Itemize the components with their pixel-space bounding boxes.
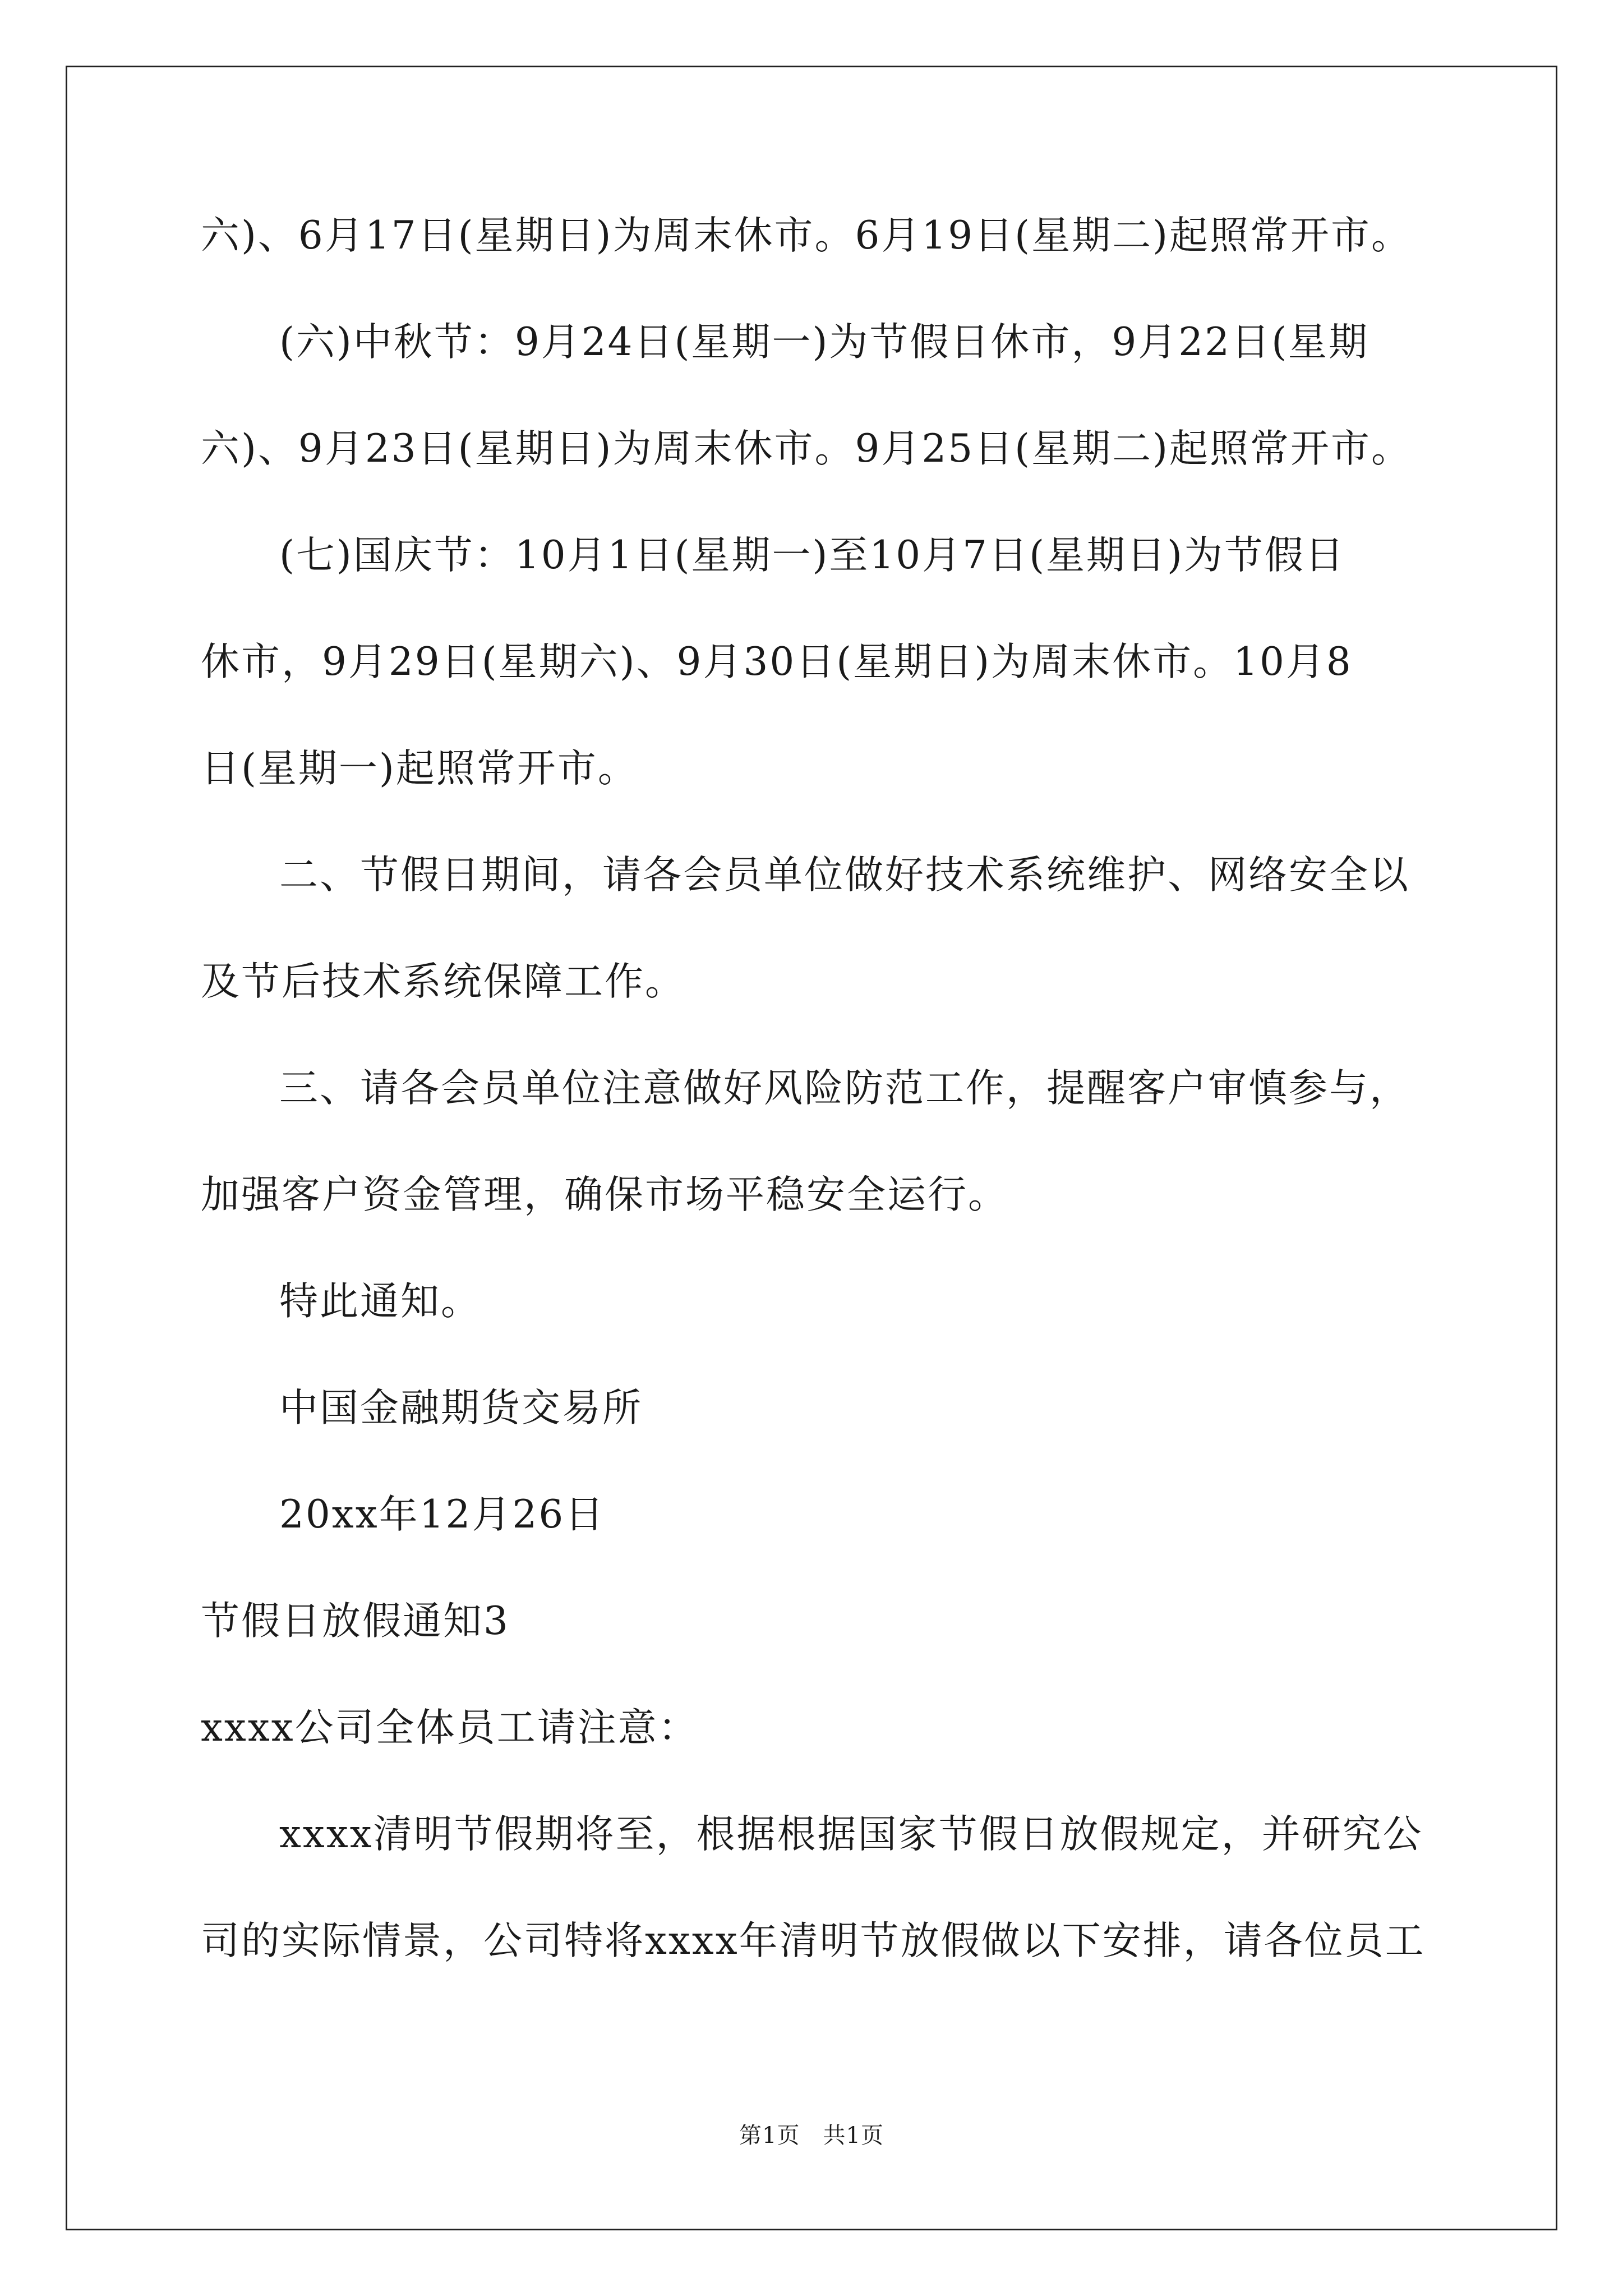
text-line-2: (六)中秋节：9月24日(星期一)为节假日休市，9月22日(星期 (279, 320, 1369, 365)
section-heading: 节假日放假通知3 (201, 1599, 510, 1644)
text-line-15: xxxx公司全体员工请注意： (201, 1705, 699, 1750)
page-border (66, 66, 1557, 2230)
text-line-10: 加强客户资金管理，确保市场平稳安全运行。 (201, 1172, 1008, 1217)
text-line-13: 20xx年12月26日 (279, 1492, 606, 1537)
text-line-6: 日(星期一)起照常开市。 (201, 746, 638, 791)
text-line-12: 中国金融期货交易所 (279, 1386, 643, 1430)
text-line-3: 六)、9月23日(星期日)为周末休市。9月25日(星期二)起照常开市。 (201, 426, 1412, 471)
text-line-1: 六)、6月17日(星期日)为周末休市。6月19日(星期二)起照常开市。 (201, 213, 1412, 258)
text-line-8: 及节后技术系统保障工作。 (201, 959, 685, 1004)
text-line-11: 特此通知。 (279, 1279, 481, 1324)
text-line-7: 二、节假日期间，请各会员单位做好技术系统维护、网络安全以 (279, 853, 1410, 898)
text-line-5: 休市，9月29日(星期六)、9月30日(星期日)为周末休市。10月8 (201, 639, 1353, 684)
text-line-16: xxxx清明节假期将至，根据根据国家节假日放假规定，并研究公 (279, 1812, 1423, 1857)
page-number-footer: 第1页 共1页 (739, 2123, 884, 2148)
text-line-4: (七)国庆节：10月1日(星期一)至10月7日(星期日)为节假日 (279, 533, 1345, 578)
text-line-17: 司的实际情景，公司特将xxxx年清明节放假做以下安排，请各位员工 (201, 1918, 1426, 1963)
text-line-9: 三、请各会员单位注意做好风险防范工作，提醒客户审慎参与， (279, 1066, 1410, 1111)
